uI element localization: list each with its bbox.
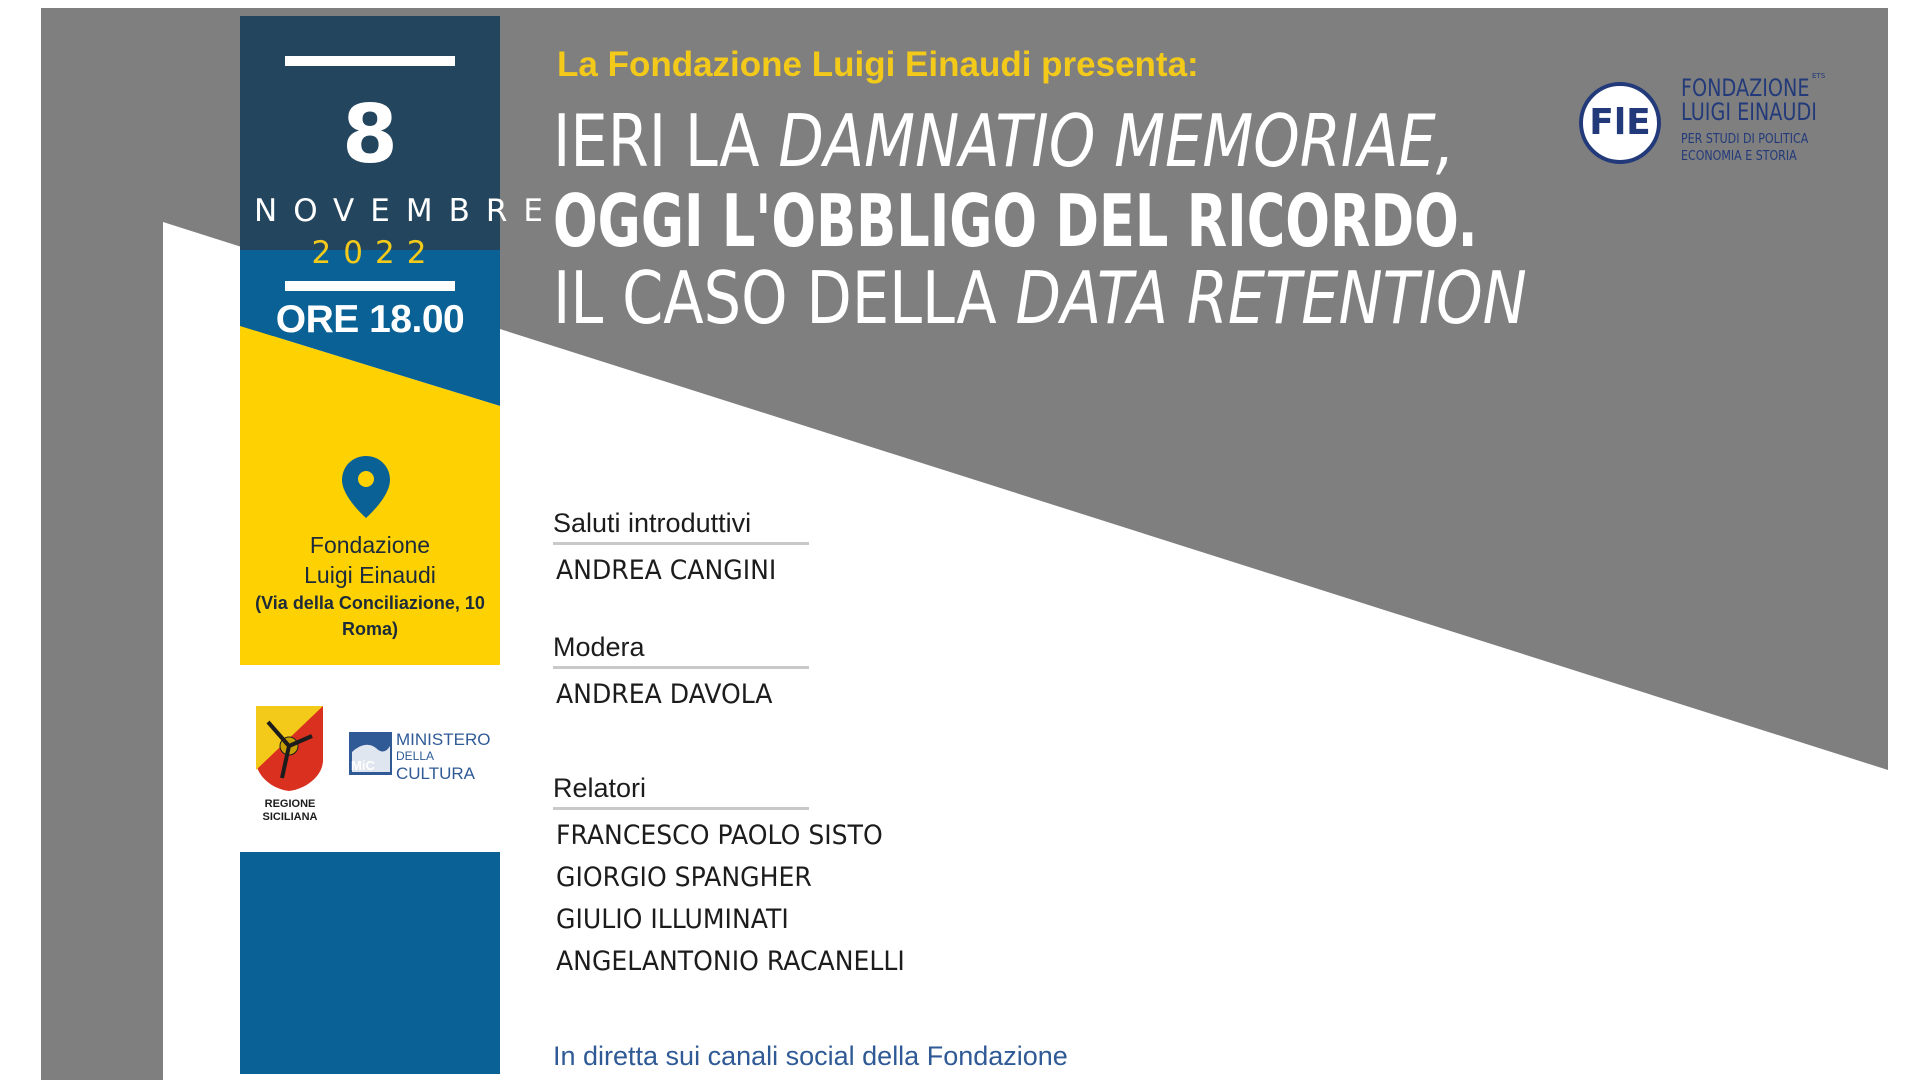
regione-siciliana-label — [250, 798, 330, 824]
event-day: 8 — [342, 88, 398, 181]
regione-line1: REGIONE — [264, 798, 316, 810]
ministero-line1: MINISTERO — [396, 730, 491, 749]
ministero-line2: DELLA — [396, 749, 435, 763]
title-line-1-plain: IERI LA — [553, 99, 779, 183]
relatori-label: Relatori — [553, 773, 647, 803]
venue-address-line1: (Via della Conciliazione, 10 — [255, 593, 485, 613]
saluti-rule — [553, 542, 809, 545]
event-year: 2022 — [311, 235, 439, 271]
fle-subtitle — [1681, 131, 1808, 165]
fle-title-line2: LUIGI EINAUDI — [1681, 98, 1817, 126]
date-top-rule — [285, 56, 455, 66]
relatore-2: GIORGIO SPANGHER — [556, 862, 812, 893]
fle-initials: FlE — [1589, 102, 1651, 143]
title-line-3-plain: IL CASO DELLA — [553, 256, 1016, 340]
modera-name: ANDREA DAVOLA — [556, 679, 773, 710]
title-line-2: OGGI L'OBBLIGO DEL RICORDO. — [553, 179, 1478, 263]
date-bottom-rule — [285, 281, 455, 291]
fle-subtitle-line1: PER STUDI DI POLITICA — [1681, 132, 1809, 147]
event-time: ORE 18.00 — [275, 298, 465, 341]
fle-subtitle-line2: ECONOMIA E STORIA — [1681, 149, 1797, 164]
relatore-4: ANGELANTONIO RACANELLI — [556, 946, 905, 977]
title-line-3-italic: DATA RETENTION — [1015, 256, 1527, 340]
fle-title — [1681, 76, 1817, 124]
venue-name-line1: Fondazione — [309, 532, 431, 558]
relatori-rule — [553, 807, 809, 810]
modera-label: Modera — [553, 632, 645, 662]
venue-address — [240, 590, 500, 642]
mic-mark-text: MiC — [351, 758, 375, 773]
fle-ets: ETS — [1812, 72, 1826, 80]
relatore-3: GIULIO ILLUMINATI — [556, 904, 789, 935]
saluti-label: Saluti introduttivi — [553, 508, 752, 538]
saluti-name: ANDREA CANGINI — [556, 555, 777, 586]
ministero-line3: CULTURA — [396, 764, 476, 783]
ministero-cultura-label — [396, 731, 506, 782]
relatore-1: FRANCESCO PAOLO SISTO — [556, 820, 883, 851]
live-streaming-note: In diretta sui canali social della Fondazione — [553, 1041, 1068, 1071]
regione-siciliana-crest-icon — [256, 706, 323, 791]
fle-title-line1: FONDAZIONE — [1681, 74, 1810, 102]
regione-line2: SICILIANA — [262, 811, 318, 823]
title-line-3 — [553, 258, 1527, 338]
event-month: NOVEMBRE — [254, 193, 559, 229]
venue-name — [240, 530, 500, 590]
title-line-1 — [553, 101, 1455, 181]
bottom-blue-block — [240, 852, 500, 1074]
venue-name-line2: Luigi Einaudi — [304, 562, 436, 588]
venue-address-line2: Roma) — [341, 619, 398, 639]
modera-rule — [553, 666, 809, 669]
title-line-1-italic: DAMNATIO MEMORIAE, — [778, 99, 1455, 183]
presenter-line: La Fondazione Luigi Einaudi presenta: — [557, 45, 1199, 84]
